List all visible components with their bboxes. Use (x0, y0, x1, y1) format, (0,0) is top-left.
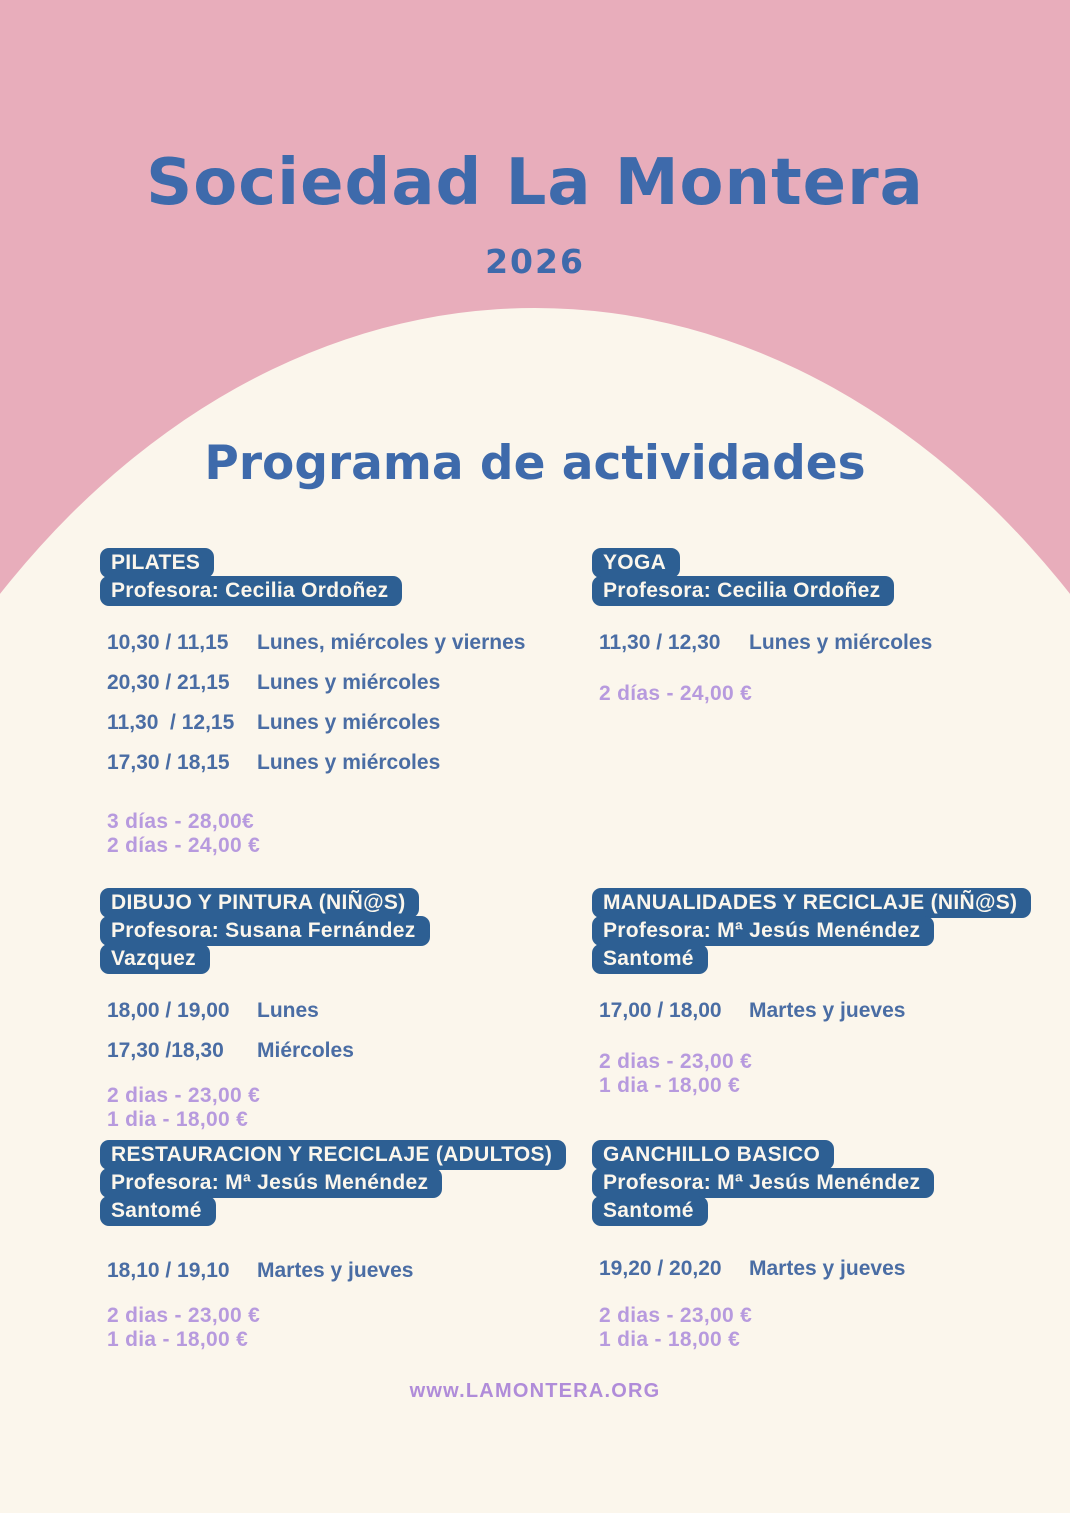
price-line: 3 días - 28,00€ (107, 810, 254, 833)
price-line: 2 días - 24,00 € (107, 834, 261, 857)
activity-title: GANCHILLO BASICO (592, 1140, 834, 1170)
schedule-row (599, 998, 1005, 1024)
schedule-days: Lunes y miércoles (257, 671, 441, 694)
page-title: Sociedad La Montera (146, 146, 924, 220)
schedule-time: 10,30 / 11,15 (107, 631, 229, 654)
activity-header (592, 548, 1005, 606)
activities-grid (100, 548, 1018, 1352)
activity-teacher: Profesora: Mª Jesús Menéndez (592, 1168, 934, 1198)
year-label: 2026 (485, 242, 585, 281)
activity-card-restauracion (100, 1140, 592, 1352)
activity-teacher: Profesora: Susana Fernández (100, 916, 430, 946)
activity-card-yoga (592, 548, 1005, 888)
schedule-days: Lunes y miércoles (749, 631, 933, 654)
price-line: 1 dia - 18,00 € (107, 1328, 249, 1351)
schedule-days: Martes y jueves (257, 1259, 414, 1282)
schedule-days: Lunes, miércoles y viernes (257, 631, 526, 654)
section-title: Programa de actividades (204, 436, 866, 491)
activity-header (100, 1140, 592, 1226)
schedule-row (107, 630, 592, 656)
schedule-list (592, 630, 1005, 656)
schedule-time: 20,30 / 21,15 (107, 671, 230, 694)
activity-teacher: Profesora: Mª Jesús Menéndez (100, 1168, 442, 1198)
activity-title: YOGA (592, 548, 680, 578)
schedule-time: 17,00 / 18,00 (599, 999, 722, 1022)
price-list (592, 1304, 1005, 1352)
price-line: 2 dias - 23,00 € (599, 1304, 753, 1327)
price-line: 1 dia - 18,00 € (107, 1108, 249, 1131)
activity-title: RESTAURACION Y RECICLAJE (ADULTOS) (100, 1140, 566, 1170)
activity-teacher: Profesora: Cecilia Ordoñez (100, 576, 402, 606)
activity-header (592, 1140, 1005, 1226)
schedule-row (107, 1258, 592, 1284)
activity-card-pilates (100, 548, 592, 888)
price-list (100, 1304, 592, 1352)
price-list (592, 682, 1005, 706)
activity-teacher-cont: Santomé (592, 944, 708, 974)
activity-teacher-cont: Vazquez (100, 944, 210, 974)
activity-header (100, 888, 592, 974)
schedule-days: Lunes y miércoles (257, 751, 441, 774)
schedule-days: Lunes y miércoles (257, 711, 441, 734)
price-list (100, 1084, 592, 1132)
schedule-row (107, 670, 592, 696)
price-line: 2 dias - 23,00 € (107, 1084, 261, 1107)
activity-card-dibujo-y-pintura (100, 888, 592, 1140)
activity-title: PILATES (100, 548, 214, 578)
price-list (100, 810, 592, 858)
schedule-time: 18,00 / 19,00 (107, 999, 230, 1022)
activity-teacher: Profesora: Cecilia Ordoñez (592, 576, 894, 606)
activity-card-manualidades (592, 888, 1018, 1140)
activity-teacher-cont: Santomé (100, 1196, 216, 1226)
schedule-list (592, 998, 1005, 1024)
masthead (0, 146, 1070, 281)
schedule-time: 19,20 / 20,20 (599, 1257, 722, 1280)
schedule-time: 11,30 / 12,15 (107, 711, 235, 734)
activity-teacher: Profesora: Mª Jesús Menéndez (592, 916, 934, 946)
schedule-days: Martes y jueves (749, 1257, 906, 1280)
price-line: 2 dias - 23,00 € (107, 1304, 261, 1327)
schedule-row (107, 710, 592, 736)
schedule-row (599, 1256, 1005, 1282)
activity-teacher-cont: Santomé (592, 1196, 708, 1226)
schedule-days: Martes y jueves (749, 999, 906, 1022)
schedule-days: Lunes (257, 999, 319, 1022)
activity-title: MANUALIDADES Y RECICLAJE (NIÑ@S) (592, 888, 1031, 918)
schedule-row (107, 1038, 592, 1064)
price-line: 2 días - 24,00 € (599, 682, 753, 705)
schedule-list (100, 630, 592, 776)
activity-header (100, 548, 592, 606)
price-list (592, 1050, 1005, 1098)
schedule-time: 18,10 / 19,10 (107, 1259, 230, 1282)
activity-title: DIBUJO Y PINTURA (NIÑ@S) (100, 888, 419, 918)
website-link[interactable]: www.LAMONTERA.ORG (409, 1380, 661, 1402)
price-line: 2 dias - 23,00 € (599, 1050, 753, 1073)
schedule-time: 11,30 / 12,30 (599, 631, 721, 654)
schedule-time: 17,30 /18,30 (107, 1039, 224, 1062)
schedule-row (107, 750, 592, 776)
schedule-row (107, 998, 592, 1024)
schedule-list (100, 1258, 592, 1284)
activity-card-ganchillo (592, 1140, 1005, 1352)
price-line: 1 dia - 18,00 € (599, 1074, 741, 1097)
schedule-days: Miércoles (257, 1039, 354, 1062)
schedule-row (599, 630, 1005, 656)
schedule-list (100, 998, 592, 1064)
schedule-list (592, 1256, 1005, 1282)
price-line: 1 dia - 18,00 € (599, 1328, 741, 1351)
activity-header (592, 888, 1018, 974)
schedule-time: 17,30 / 18,15 (107, 751, 230, 774)
